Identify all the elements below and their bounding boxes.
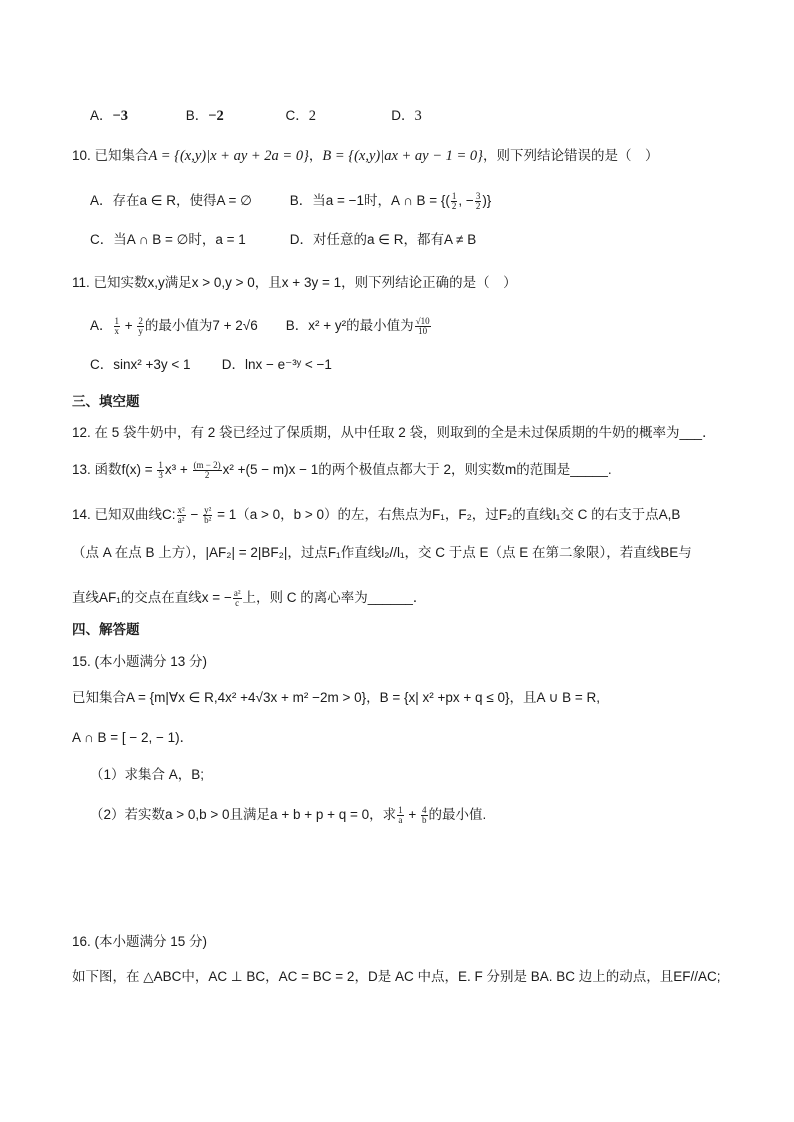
q15-part1: （1）求集合 A，B;	[90, 767, 205, 782]
q15-part2: （2）若实数a > 0,b > 0且满足a + b + p + q = 0，求 $\frac{1}{a}$ + $\frac{4}{b}$ 的最小值.	[90, 804, 487, 825]
q13-stem: 13. 函数f(x) = $\frac{1}{3}$ x³ + $\frac{(m - 2)}{2}$ x² +(5 − m)x − 1的两个极值点都大于 2，则实数m的范围是_____.	[72, 459, 612, 480]
q9-option-c: C．2	[285, 108, 317, 124]
fraction: $\frac{3}{2}$	[475, 190, 481, 211]
q9-option-d: D．3	[391, 108, 422, 124]
fraction: $\frac{(m - 2)}{2}$	[193, 459, 221, 480]
q15-line1: 已知集合A = {m|∀x ∈ R,4x² +4√3x + m² −2m > 0}，B = {x| x² +px + q ≤ 0}，且A ∪ B = R,	[72, 690, 601, 705]
fraction: $\frac{1}{a}$	[398, 804, 403, 825]
section-heading-solutions: 四、解答题	[72, 622, 140, 637]
fraction: $\frac{\text{y²}}{\text{b²}}$	[204, 504, 212, 525]
fraction: $\frac{4}{b}$	[422, 804, 427, 825]
q11-options-row1	[90, 316, 432, 336]
fraction: $\frac{\text{x²}}{\text{a²}}$	[177, 504, 185, 525]
q11-stem: 11. 已知实数x,y满足x > 0,y > 0，且x + 3y = 1，则下列结论正确的是（ ）	[72, 275, 517, 290]
fraction: $\frac{1}{2}$	[451, 190, 457, 211]
fraction: $\frac{1}{x}$	[114, 315, 120, 336]
q12-stem: 12. 在 5 袋牛奶中，有 2 袋已经过了保质期，从中任取 2 袋，则取到的全是未过保质期的牛奶的概率为___．	[72, 425, 716, 440]
q11-option-c: C．sinx² +3y < 1	[90, 357, 191, 372]
q9-option-a: A．−3	[90, 108, 129, 124]
q11-option-a: A． $\frac{1}{x}$ + $\frac{2}{y}$ 的最小值为7 + 2√6	[90, 315, 258, 336]
q14-line2: （点 A 在点 B 上方），|AF₂| = 2|BF₂|，过点F₁作直线l₂//l₁，交 C 于点 E（点 E 在第二象限），若直线BE与	[72, 545, 692, 560]
q11-option-b: B．x² + y²的最小值为 $\frac{√10}{10}$	[285, 315, 430, 336]
q10-option-b: B．当a = −1时，A ∩ B = {( $\frac{1}{2}$ , − $\frac{3}{2}$ )}	[289, 190, 492, 211]
q14-line3: 直线AF₁的交点在直线x = − $\frac{\text{a²}}{c}$ 上，则 C 的离心率为______．	[72, 587, 427, 608]
set-b-definition: B = {(x,y)|ax + ay − 1 = 0}	[322, 148, 483, 164]
fraction: $\frac{2}{y}$	[138, 315, 143, 336]
q15-header: 15. (本小题满分 13 分)	[72, 654, 208, 669]
q10-stem: 10. 已知集合A = {(x,y)|x + ay + 2a = 0}，B = {(x,y)|ax + ay − 1 = 0}，则下列结论错误的是（ ）	[72, 148, 659, 164]
q10-option-d: D．对任意的a ∈ R，都有A ≠ B	[289, 232, 477, 247]
q10-options-row2	[90, 230, 476, 250]
q16-header: 16. (本小题满分 15 分)	[72, 934, 208, 949]
q10-option-c: C．当A ∩ B = ∅时，a = 1	[90, 232, 246, 247]
section-heading-fill-in: 三、填空题	[72, 394, 140, 409]
q11-options-row2	[90, 355, 332, 375]
q9-options	[90, 106, 422, 126]
q10-options-row1	[90, 191, 491, 211]
q15-line2: A ∩ B = [ − 2, − 1)．	[72, 730, 194, 745]
q11-option-d: D．lnx − e⁻³ʸ < −1	[221, 357, 332, 372]
q16-line1: 如下图，在 △ABC中，AC ⊥ BC，AC = BC = 2，D是 AC 中点，E. F 分别是 BA. BC 边上的动点，且EF//AC;	[72, 969, 721, 984]
q9-option-b: B．−2	[185, 108, 224, 124]
q10-option-a: A．存在a ∈ R，使得A = ∅	[90, 193, 252, 208]
fraction: $\frac{√10}{10}$	[415, 315, 430, 336]
set-a-definition: A = {(x,y)|x + ay + 2a = 0}	[148, 148, 309, 164]
fraction: $\frac{\text{a²}}{c}$	[233, 587, 241, 608]
q14-line1: 14. 已知双曲线C: $\frac{\text{x²}}{\text{a²}}$ − $\frac{\text{y²}}{\text{b²}}$ = 1（a > 0，b > 0）的左，右焦点为F₁，F₂，过F₂的直线l₁交 C 的右支于点A,B	[72, 504, 681, 525]
fraction: $\frac{1}{3}$	[158, 459, 163, 480]
